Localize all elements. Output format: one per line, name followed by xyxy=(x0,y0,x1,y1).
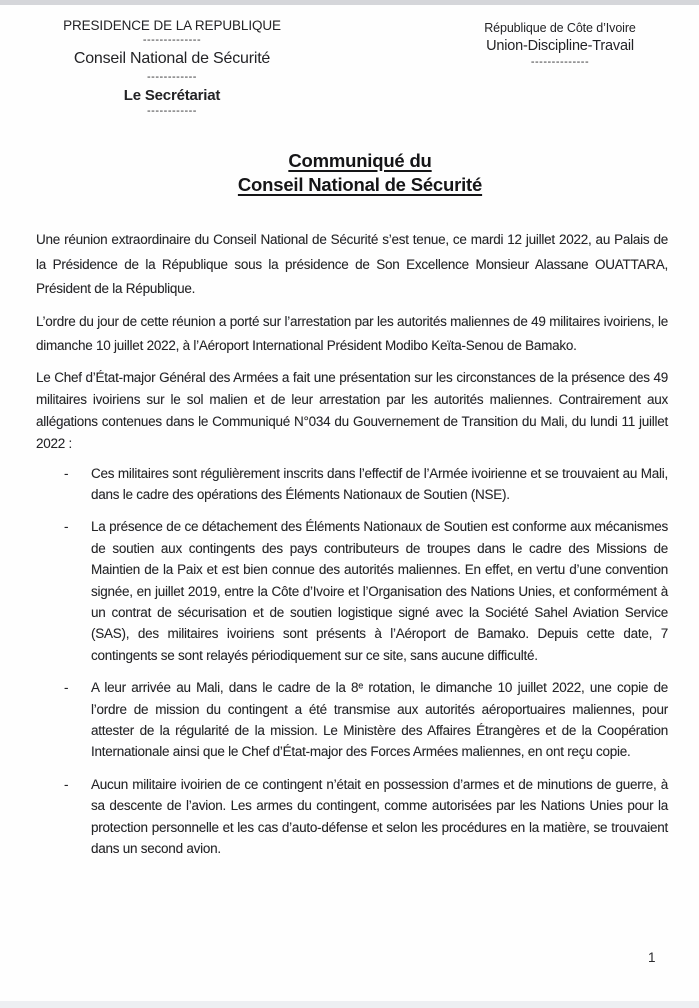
bullet-text-4: Aucun militaire ivoirien de ce contingent n’était en possession d’armes et de minutions de guerre, à sa descente de l’avion. Les armes du contingent, comme autorisées par les Nations Unies pour la protection personnelle et les cas d’auto-défense et selon les procédures en la matière, se trouvaient dans un second avion. xyxy=(91,776,668,856)
bullet-dash: - xyxy=(64,680,69,696)
paragraph-3: Le Chef d’État-major Général des Armées a fait une présentation sur les circonstances de la présence des 49 militaires ivoiriens sur le sol malien et de leur arrestation par les autorités maliennes. Contrairement aux allégations contenues dans le Communiqué N°034 du Gouvernement de Transition du Mali, du lundi 11 juillet 2022 : xyxy=(36,369,668,451)
header-right-block xyxy=(478,20,642,68)
bullet-item-1 xyxy=(36,463,668,506)
separator-dashes: -------------- xyxy=(142,34,202,46)
page-top-edge xyxy=(0,0,699,5)
devise-label: Union-Discipline-Travail xyxy=(486,38,634,54)
separator-dashes: ------------ xyxy=(147,71,197,83)
paragraph-2: L’ordre du jour de cette réunion a porté sur l’arrestation par les autorités maliennes de 49 militaires ivoiriens, le dimanche 10 juillet 2022, à l’Aéroport International Président Modibo Keïta-Senou de Bamako. xyxy=(36,313,668,353)
bullet-item-3 xyxy=(36,677,668,763)
bullet-item-2 xyxy=(36,516,668,666)
bullet-list xyxy=(36,463,668,860)
title-line-2: Conseil National de Sécurité xyxy=(237,173,483,195)
document-title xyxy=(30,149,690,196)
separator-dashes: ------------ xyxy=(147,105,197,117)
bullet-text-3: A leur arrivée au Mali, dans le cadre de la 8ᵉ rotation, le dimanche 10 juillet 2022, une copie de l’ordre de mission du contingent a été transmise aux autorités aéroportuaires maliennes, pour attester de la régularité de la mission. Le Ministère des Affaires Étrangères et de la Coopération Internationale ainsi que le Chef d’État-major des Forces Armées maliennes, en ont reçu copie. xyxy=(91,680,668,760)
bullet-dash: - xyxy=(64,776,69,792)
page-bottom-edge xyxy=(0,1001,699,1008)
bullet-text-2: La présence de ce détachement des Éléments Nationaux de Soutien est conforme aux mécanismes de soutien aux contingents des pays contributeurs de troupes dans le cadre des Missions de Maintien de la Paix et est bien connue des autorités maliennes. En effet, en vertu d’une convention signée, en juillet 2019, entre la Côte d’Ivoire et l’Organisation des Nations Unies, et conformément à un contrat de sécurisation et de soutien logistique signé avec la Société Sahel Aviation Service (SAS), des militaires ivoiriens sont présents à l’Aéroport de Bamako. Depuis cette date, 7 contingents se sont relayés périodiquement sur ce site, sans aucune difficulté. xyxy=(91,519,668,663)
paragraph-1: Une réunion extraordinaire du Conseil National de Sécurité s’est tenue, ce mardi 12 juillet 2022, au Palais de la Présidence de la République sous la présidence de Son Excellence Monsieur Alassane OUATTARA, Président de la République. xyxy=(36,232,668,296)
header-left-block xyxy=(60,17,284,117)
page-number: 1 xyxy=(648,950,656,965)
presidence-label: PRESIDENCE DE LA REPUBLIQUE xyxy=(63,18,281,33)
republique-label: République de Côte d’Ivoire xyxy=(484,21,636,35)
document-body xyxy=(36,228,668,859)
conseil-national-label: Conseil National de Sécurité xyxy=(73,50,271,67)
bullet-dash: - xyxy=(64,465,69,481)
bullet-item-4 xyxy=(36,774,668,860)
title-line-1: Communiqué du xyxy=(288,150,432,171)
bullet-dash: - xyxy=(64,519,69,535)
bullet-text-1: Ces militaires sont régulièrement inscrits dans l’effectif de l’Armée ivoirienne et se trouvaient au Mali, dans le cadre des opérations des Éléments Nationaux de Soutien (NSE). xyxy=(91,465,668,502)
secretariat-label: Le Secrétariat xyxy=(123,87,221,104)
separator-dashes: -------------- xyxy=(530,56,590,68)
